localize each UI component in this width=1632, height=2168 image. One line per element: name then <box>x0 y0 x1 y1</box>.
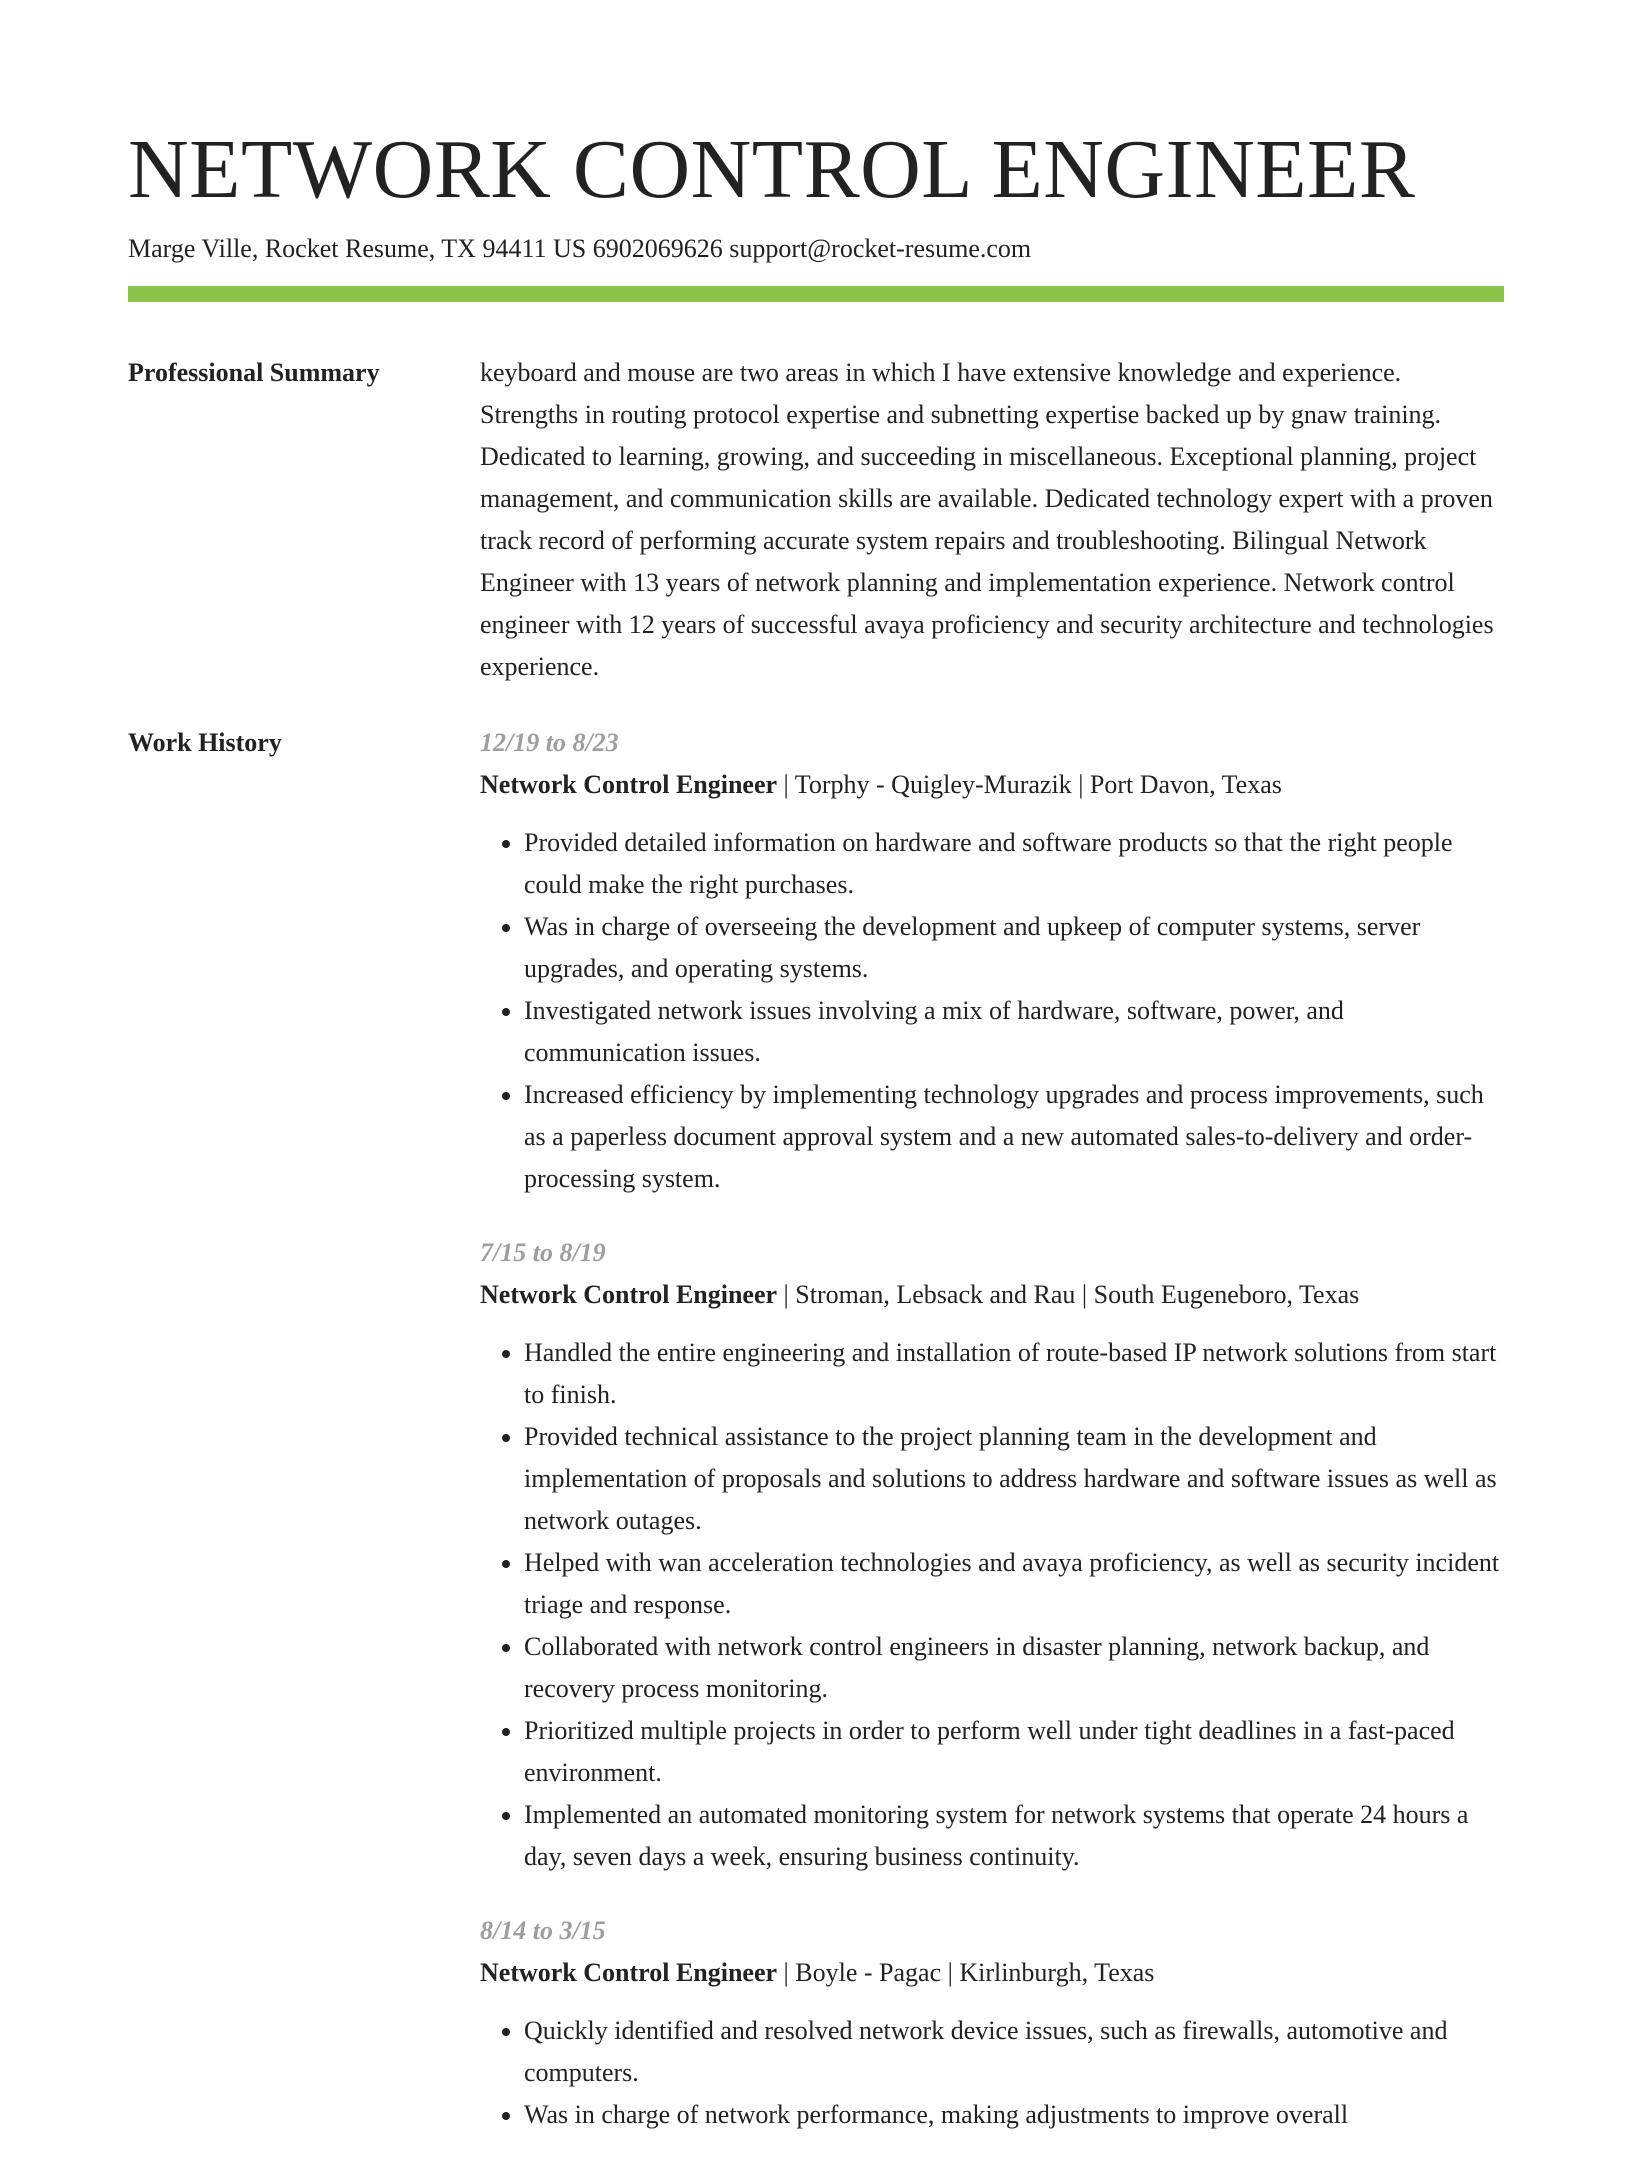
job-header <box>480 1274 1504 1316</box>
job-bullet: • Provided detailed information on hardware and software products so that the right people could make the right purchases. <box>524 822 1504 906</box>
job-bullet: • Increased efficiency by implementing technology upgrades and process improvements, such as a paperless document approval system and a new automated sales-to-delivery and order-processing system. <box>524 1074 1504 1200</box>
job-bullet: • Investigated network issues involving a mix of hardware, software, power, and communication issues. <box>524 990 1504 1074</box>
job-bullet: • Handled the entire engineering and installation of route-based IP network solutions from start to finish. <box>524 1332 1504 1416</box>
job-bullets <box>480 822 1504 1200</box>
contact-address: Marge Ville, Rocket Resume, TX 94411 US <box>128 234 587 263</box>
job-bullets <box>480 2010 1504 2136</box>
job-bullet: • Prioritized multiple projects in order to perform well under tight deadlines in a fast-paced environment. <box>524 1710 1504 1794</box>
contact-phone: 6902069626 <box>592 234 723 263</box>
job-bullet: • Was in charge of network performance, making adjustments to improve overall <box>524 2094 1504 2136</box>
job-dates: 12/19 to 8/23 <box>480 728 619 757</box>
job-list <box>480 722 1504 2168</box>
job-dates: 7/15 to 8/19 <box>480 1238 606 1267</box>
job-dates: 8/14 to 3/15 <box>480 1916 606 1945</box>
job-header <box>480 1952 1504 1994</box>
job-bullet: • Collaborated with network control engineers in disaster planning, network backup, and recovery process monitoring. <box>524 1626 1504 1710</box>
job-title: Network Control Engineer <box>480 770 778 799</box>
contact-email: support@rocket-resume.com <box>729 234 1032 263</box>
job-bullet: • Provided technical assistance to the project planning team in the development and implementation of proposals and solutions to address hardware and software issues as well as network outages. <box>524 1416 1504 1542</box>
job-entry <box>480 722 1504 1200</box>
job-bullet: • Helped with wan acceleration technologies and avaya proficiency, as well as security incident triage and response. <box>524 1542 1504 1626</box>
header-divider <box>128 286 1504 302</box>
contact-line <box>128 232 1504 266</box>
job-company: | Boyle - Pagac <box>777 1958 941 1987</box>
job-entry <box>480 1910 1504 2136</box>
job-bullet: • Implemented an automated monitoring system for network systems that operate 24 hours a day, seven days a week, ensuring business continuity. <box>524 1794 1504 1878</box>
job-location: | Kirlinburgh, Texas <box>941 1958 1154 1987</box>
job-company: | Stroman, Lebsack and Rau <box>777 1280 1075 1309</box>
job-bullet: • Quickly identified and resolved network device issues, such as firewalls, automotive and computers. <box>524 2010 1504 2094</box>
job-location: | Port Davon, Texas <box>1072 770 1282 799</box>
summary-text: keyboard and mouse are two areas in which I have extensive knowledge and experience. Strengths in routing protocol expertise and subnetting expertise backed up by gnaw training. Dedicated to learning, growing, and succeeding in miscellaneous. Exceptional planning, project management, and communication skills are available. Dedicated technology expert with a proven track record of performing accurate system repairs and troubleshooting. Bilingual Network Engineer with 13 years of network planning and implementation experience. Network control engineer with 12 years of successful avaya proficiency and security architecture and technologies experience. <box>480 358 1494 681</box>
job-bullet: • Was in charge of overseeing the development and upkeep of computer systems, server upgrades, and operating systems. <box>524 906 1504 990</box>
job-company: | Torphy - Quigley-Murazik <box>777 770 1072 799</box>
job-location: | South Eugeneboro, Texas <box>1075 1280 1359 1309</box>
summary-heading: Professional Summary <box>128 358 380 387</box>
job-bullets <box>480 1332 1504 1878</box>
job-header <box>480 764 1504 806</box>
job-title: Network Control Engineer <box>480 1280 778 1309</box>
work-history-heading: Work History <box>128 728 282 757</box>
candidate-name: NETWORK CONTROL ENGINEER <box>128 123 1416 216</box>
job-entry <box>480 1232 1504 1878</box>
job-title: Network Control Engineer <box>480 1958 778 1987</box>
resume-page <box>128 120 1504 2168</box>
work-history-section <box>128 722 1504 2168</box>
summary-section <box>128 352 1504 688</box>
